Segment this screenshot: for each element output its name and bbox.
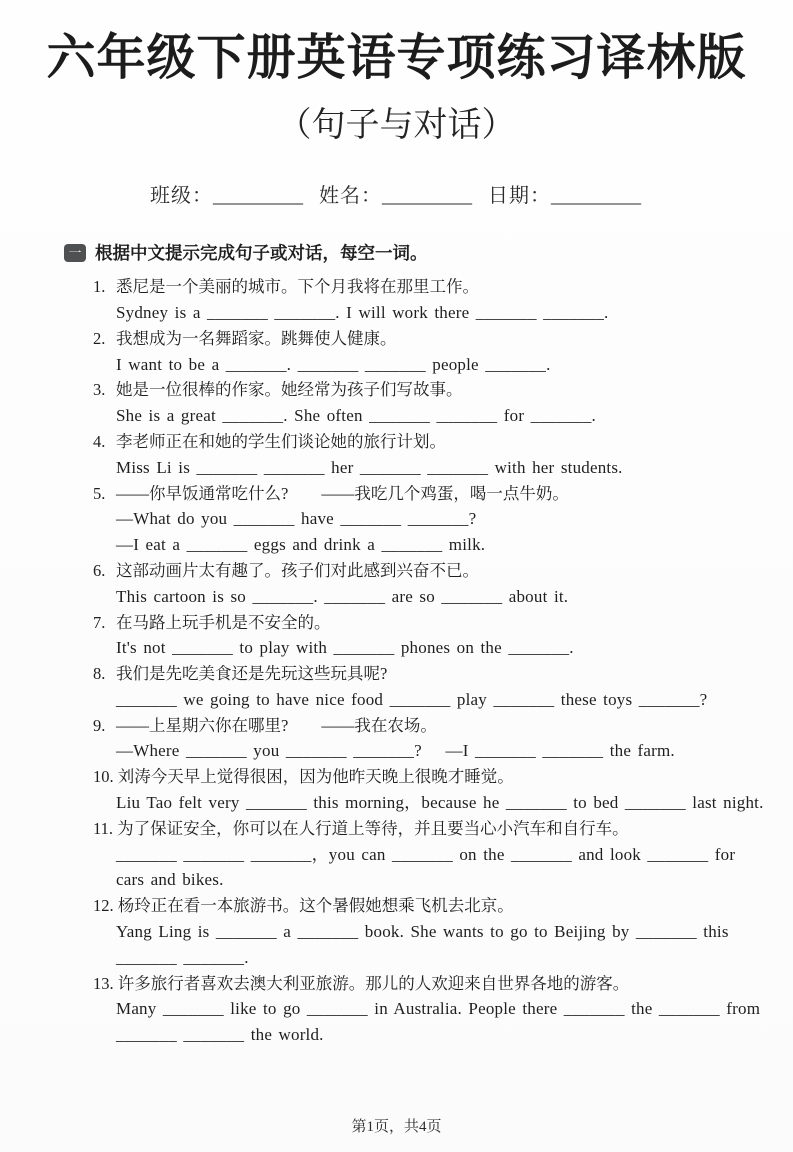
question-chinese-line bbox=[93, 377, 793, 403]
question-chinese: 悉尼是一个美丽的城市。下个月我将在那里工作。 bbox=[116, 277, 479, 297]
question-english-line: _______ _______ the world. bbox=[116, 1025, 324, 1045]
question-chinese-line bbox=[93, 816, 793, 842]
question-chinese: 这部动画片太有趣了。孩子们对此感到兴奋不已。 bbox=[116, 560, 479, 580]
name-label: 姓名： bbox=[319, 185, 382, 208]
question-block bbox=[93, 558, 793, 610]
page-title: 六年级下册英语专项练习译林版 bbox=[46, 30, 747, 85]
question-number: 11. bbox=[93, 818, 118, 838]
question-chinese: 刘涛今天早上觉得很困，因为他昨天晚上很晚才睡觉。 bbox=[117, 767, 514, 787]
worksheet-page bbox=[0, 30, 793, 1152]
question-english-line: She is a great _______. She often _______ _______ for _______. bbox=[116, 406, 597, 426]
question-chinese: 为了保证安全，你可以在人行道上等待，并且要当心小汽车和自行车。 bbox=[117, 818, 629, 838]
question-english-lines bbox=[93, 584, 793, 610]
question-block bbox=[93, 713, 793, 765]
question-chinese: ——你早饭通常吃什么? ——我吃几个鸡蛋，喝一点牛奶。 bbox=[116, 483, 569, 503]
question-chinese-line bbox=[93, 893, 793, 919]
question-english-line: It's not _______ to play with _______ phones on the _______. bbox=[116, 638, 574, 658]
question-chinese: 她是一位很棒的作家。她经常为孩子们写故事。 bbox=[116, 380, 463, 400]
question-block bbox=[93, 661, 793, 713]
question-chinese: 许多旅行者喜欢去澳大利亚旅游。那儿的人欢迎来自世界各地的游客。 bbox=[117, 973, 630, 993]
question-chinese-line bbox=[93, 713, 793, 739]
question-chinese: 在马路上玩手机是不安全的。 bbox=[116, 612, 331, 632]
question-number: 3. bbox=[93, 380, 110, 400]
question-english-lines bbox=[93, 790, 793, 816]
question-english-line: —Where _______ you _______ _______? —I _______ _______ the farm. bbox=[116, 741, 675, 761]
class-blank-line: _________ bbox=[213, 185, 303, 208]
question-english-line: Liu Tao felt very _______ this morning，because he _______ to bed _______ last night. bbox=[116, 793, 764, 813]
question-block bbox=[93, 274, 793, 326]
question-english-lines bbox=[93, 635, 793, 661]
question-chinese-line bbox=[93, 558, 793, 584]
question-english-lines bbox=[93, 738, 793, 764]
question-chinese-line bbox=[93, 971, 793, 997]
question-number: 8. bbox=[93, 664, 110, 684]
question-english-line: —What do you _______ have _______ _______? bbox=[116, 509, 477, 529]
date-label: 日期： bbox=[488, 185, 551, 208]
question-english-lines bbox=[93, 842, 793, 894]
question-english-line: Many _______ like to go _______ in Australia. People there _______ the _______ from bbox=[116, 999, 761, 1019]
page-subtitle: （句子与对话） bbox=[277, 107, 516, 145]
question-english-lines bbox=[93, 300, 793, 326]
date-blank-line: _________ bbox=[551, 185, 641, 208]
question-chinese-line bbox=[93, 429, 793, 455]
question-number: 5. bbox=[93, 483, 110, 503]
question-english-line: Miss Li is _______ _______ her _______ _______ with her students. bbox=[116, 457, 623, 477]
question-block bbox=[93, 429, 793, 481]
question-number: 4. bbox=[93, 431, 110, 451]
question-block bbox=[93, 610, 793, 662]
question-number: 9. bbox=[93, 715, 110, 735]
question-chinese-line bbox=[93, 661, 793, 687]
question-chinese: 李老师正在和她的学生们谈论她的旅行计划。 bbox=[116, 431, 446, 451]
question-list bbox=[93, 274, 793, 1048]
question-english-lines bbox=[93, 403, 793, 429]
question-chinese-line bbox=[93, 764, 793, 790]
question-english-line: _______ _______ _______，you can _______ on the _______ and look _______ for bbox=[116, 844, 736, 864]
question-number: 12. bbox=[93, 896, 118, 916]
question-number: 6. bbox=[93, 560, 110, 580]
question-english-lines bbox=[93, 687, 793, 713]
section-number-badge: 一 bbox=[64, 244, 86, 262]
name-blank-line: _________ bbox=[382, 185, 472, 208]
question-chinese-line bbox=[93, 274, 793, 300]
question-block bbox=[93, 816, 793, 893]
question-english-lines bbox=[93, 919, 793, 971]
class-label: 班级： bbox=[150, 185, 213, 208]
question-number: 13. bbox=[93, 973, 118, 993]
question-english-lines bbox=[93, 455, 793, 481]
question-number: 2. bbox=[93, 328, 110, 348]
question-english-line: Yang Ling is _______ a _______ book. She wants to go to Beijing by _______ this bbox=[116, 922, 729, 942]
page-number-footer: 第1页，共4页 bbox=[351, 1119, 442, 1135]
question-english-line: Sydney is a _______ _______. I will work there _______ _______. bbox=[116, 302, 609, 322]
section-header bbox=[64, 242, 793, 264]
question-english-lines bbox=[93, 996, 793, 1048]
question-chinese-line bbox=[93, 610, 793, 636]
question-chinese-line bbox=[93, 326, 793, 352]
question-number: 1. bbox=[93, 277, 110, 297]
question-english-lines bbox=[93, 506, 793, 558]
question-english-line: This cartoon is so _______. _______ are so _______ about it. bbox=[116, 586, 569, 606]
question-english-line: —I eat a _______ eggs and drink a _______ milk. bbox=[116, 535, 486, 555]
section-title: 根据中文提示完成句子或对话，每空一词。 bbox=[95, 243, 428, 264]
question-english-line: _______ we going to have nice food _______ play _______ these toys _______? bbox=[116, 689, 708, 709]
question-block bbox=[93, 971, 793, 1048]
question-block bbox=[93, 377, 793, 429]
question-number: 10. bbox=[93, 767, 118, 787]
student-info-row bbox=[150, 179, 793, 208]
question-number: 7. bbox=[93, 612, 110, 632]
question-english-line: I want to be a _______. _______ _______ people _______. bbox=[116, 354, 551, 374]
question-english-lines bbox=[93, 352, 793, 378]
question-english-line: _______ _______. bbox=[116, 947, 249, 967]
question-chinese: 杨玲正在看一本旅游书。这个暑假她想乘飞机去北京。 bbox=[117, 896, 514, 916]
question-english-line: cars and bikes. bbox=[116, 870, 224, 890]
question-chinese: 我想成为一名舞蹈家。跳舞使人健康。 bbox=[116, 328, 397, 348]
question-chinese: ——上星期六你在哪里? ——我在农场。 bbox=[116, 715, 437, 735]
question-block bbox=[93, 893, 793, 970]
question-chinese-line bbox=[93, 481, 793, 507]
question-chinese: 我们是先吃美食还是先玩这些玩具呢? bbox=[116, 664, 388, 684]
question-block bbox=[93, 481, 793, 558]
question-block bbox=[93, 764, 793, 816]
question-block bbox=[93, 326, 793, 378]
